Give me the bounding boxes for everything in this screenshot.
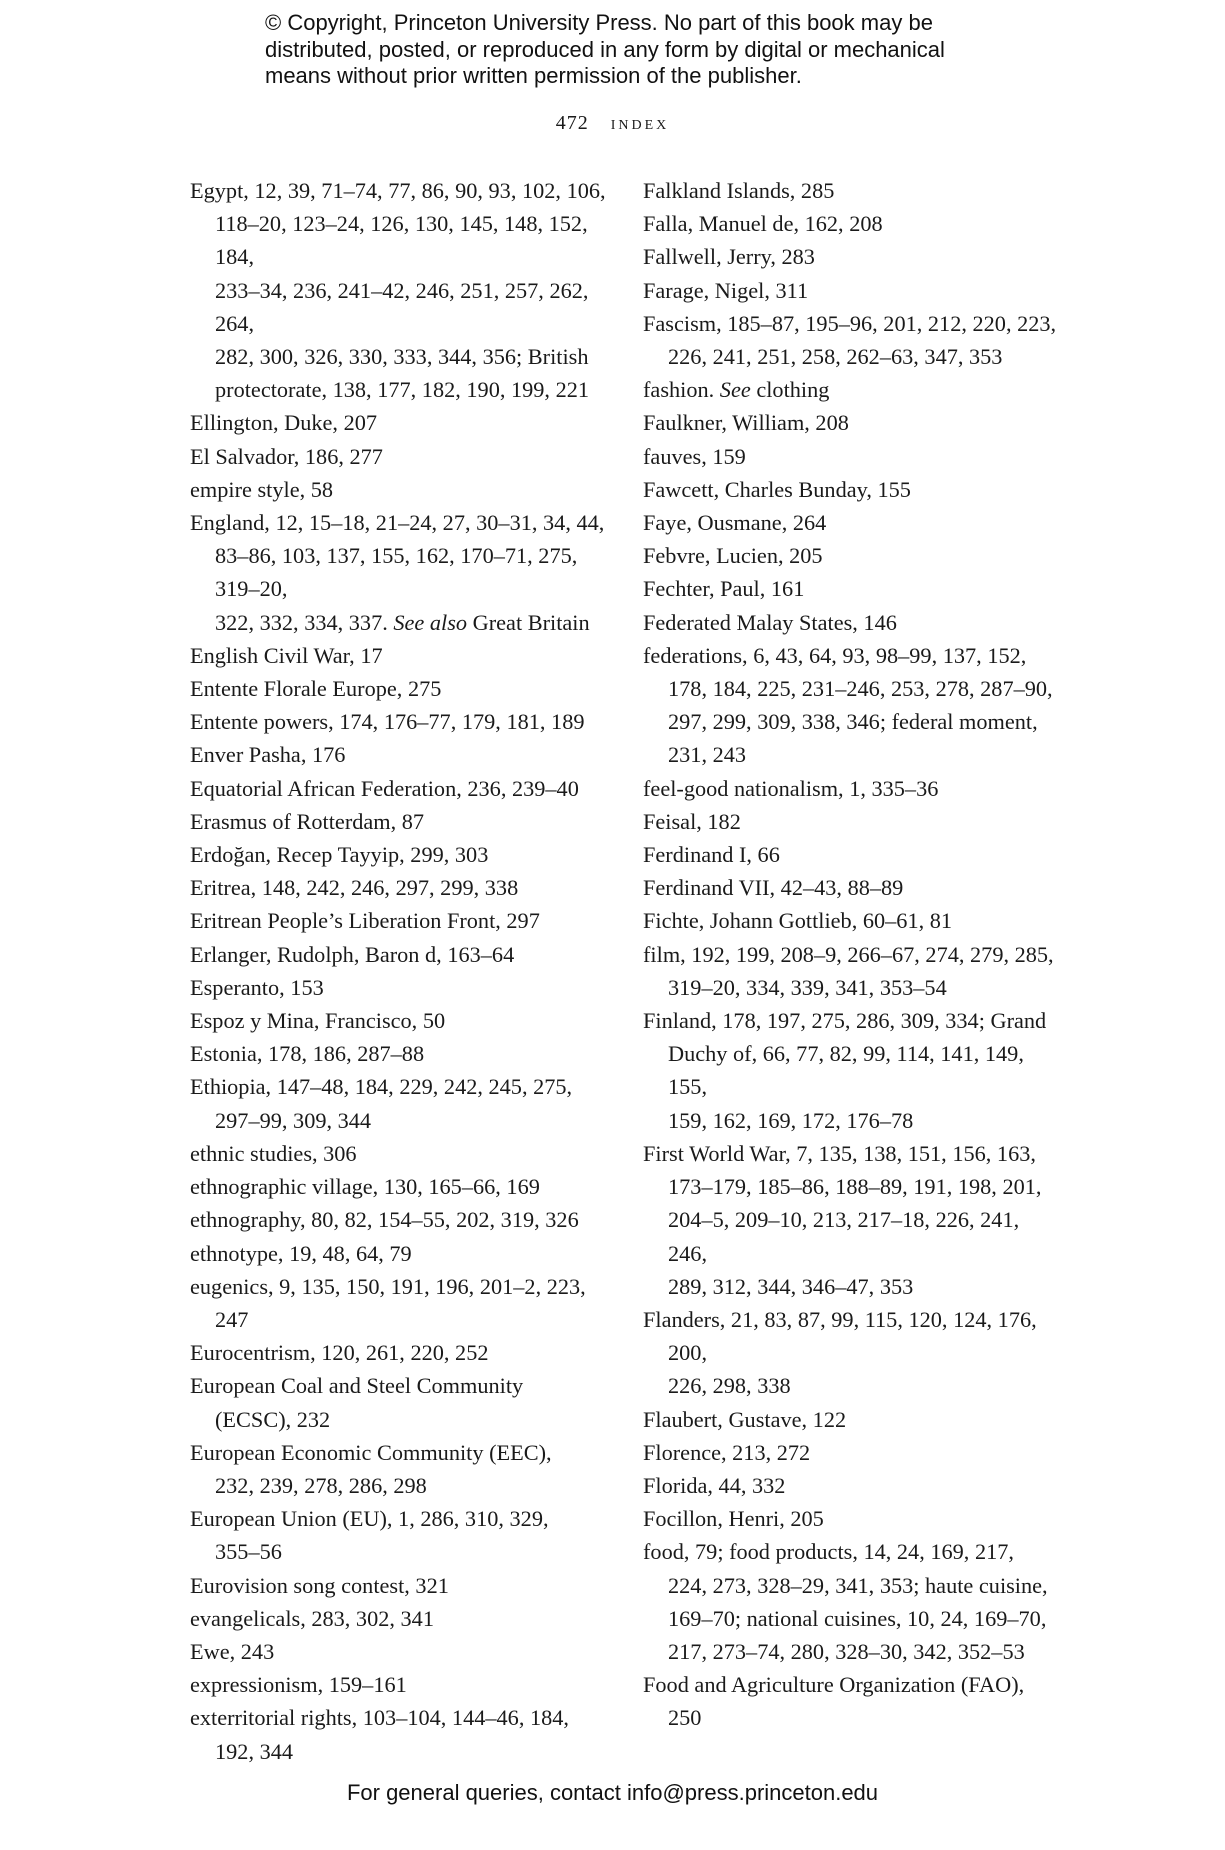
index-entry-text: Fawcett, Charles Bunday, 155 (643, 476, 911, 502)
index-entry (190, 971, 610, 1004)
index-entry (190, 672, 610, 705)
index-entry-text: Flaubert, Gustave, 122 (643, 1406, 847, 1432)
index-entry-text: Ferdinand I, 66 (643, 842, 780, 868)
index-entry-text: feel-good nationalism, 1, 335–36 (643, 775, 939, 801)
index-entry-text: England, 12, 15–18, 21–24, 27, 30–31, 34, 44, 83–86, 103, 137, 155, 162, 170–71, 275, 319–20, 322, 332, 334, 337. (190, 510, 605, 635)
index-entry (190, 805, 610, 838)
index-entry-text: exterritorial rights, 103–104, 144–46, 184, 192, 344 (190, 1705, 569, 1764)
index-entry-text: film, 192, 199, 208–9, 266–67, 274, 279, 285, 319–20, 334, 339, 341, 353–54 (643, 941, 1054, 1000)
index-entry (643, 1668, 1058, 1734)
index-entry-text: Food and Agriculture Organization (FAO), 250 (643, 1672, 1025, 1731)
index-entry (190, 938, 610, 971)
index-entry-text: Farage, Nigel, 311 (643, 277, 809, 303)
index-entry-text: El Salvador, 186, 277 (190, 443, 383, 469)
index-entry (190, 1137, 610, 1170)
index-entry-text: Florida, 44, 332 (643, 1472, 786, 1498)
index-entry (643, 307, 1058, 373)
index-entry (190, 1237, 610, 1270)
index-entry-text: English Civil War, 17 (190, 642, 383, 668)
index-column-left (190, 174, 610, 1768)
index-entry (190, 1336, 610, 1369)
index-entry (643, 1535, 1058, 1668)
cross-reference-label: See (719, 377, 751, 403)
index-entry-text: Feisal, 182 (643, 808, 741, 834)
index-entry (643, 473, 1058, 506)
section-title: index (610, 112, 670, 134)
index-entry (190, 639, 610, 672)
index-column-right (643, 174, 1058, 1735)
index-entry-text: eugenics, 9, 135, 150, 191, 196, 201–2, 223, 247 (190, 1273, 586, 1332)
index-entry (190, 406, 610, 439)
index-entry-text: Entente Florale Europe, 275 (190, 676, 442, 702)
index-entry (643, 1004, 1058, 1137)
index-entry (190, 705, 610, 738)
cross-reference-label: See also (393, 609, 468, 635)
index-entry (190, 1203, 610, 1236)
index-entry-text: Ethiopia, 147–48, 184, 229, 242, 245, 275, 297–99, 309, 344 (190, 1074, 573, 1133)
index-entry-text: Falla, Manuel de, 162, 208 (643, 211, 883, 237)
index-entry-text: Finland, 178, 197, 275, 286, 309, 334; Grand Duchy of, 66, 77, 82, 99, 114, 141, 149, 155, 159, 162, 169, 172, 176–78 (643, 1008, 1047, 1133)
index-entry (643, 805, 1058, 838)
index-entry-text: Federated Malay States, 146 (643, 609, 897, 635)
index-entry (190, 1369, 610, 1435)
index-entry (643, 240, 1058, 273)
index-entry-text: Ellington, Duke, 207 (190, 410, 378, 436)
index-entry (643, 904, 1058, 937)
index-entry-text: ethnotype, 19, 48, 64, 79 (190, 1240, 412, 1266)
page-number: 472 (555, 112, 589, 134)
index-entry (190, 1070, 610, 1136)
index-entry (190, 1436, 610, 1502)
index-entry (190, 440, 610, 473)
index-entry-text: Entente powers, 174, 176–77, 179, 181, 189 (190, 709, 585, 735)
index-entry (643, 1502, 1058, 1535)
index-entry-text: Fallwell, Jerry, 283 (643, 244, 815, 270)
index-entry-text: Eurovision song contest, 321 (190, 1572, 449, 1598)
index-entry-text: Eurocentrism, 120, 261, 220, 252 (190, 1340, 489, 1366)
index-entry-text: Erdoğan, Recep Tayyip, 299, 303 (190, 842, 489, 868)
index-entry-text: Faulkner, William, 208 (643, 410, 849, 436)
index-entry (190, 1037, 610, 1070)
cross-reference-target: Great Britain (467, 609, 590, 635)
index-entry (643, 1403, 1058, 1436)
index-entry-text: expressionism, 159–161 (190, 1672, 407, 1698)
index-entry-text: empire style, 58 (190, 476, 334, 502)
index-entry (643, 539, 1058, 572)
index-entry (190, 1668, 610, 1701)
index-entry (190, 738, 610, 771)
index-entry (190, 1270, 610, 1336)
index-entry-text: food, 79; food products, 14, 24, 169, 217, 224, 273, 328–29, 341, 353; haute cuisine, 169–70; national cuisines, 10, 24, 169–70, 217, 273–74, 280, 328–30, 342, 352–53 (643, 1539, 1048, 1664)
index-entry-text: fauves, 159 (643, 443, 746, 469)
index-entry-text: Florence, 213, 272 (643, 1439, 811, 1465)
index-entry-text: European Coal and Steel Community (ECSC), 232 (190, 1373, 524, 1432)
index-entry-text: Estonia, 178, 186, 287–88 (190, 1041, 425, 1067)
index-entry (190, 1004, 610, 1037)
index-entry-text: federations, 6, 43, 64, 93, 98–99, 137, 152, 178, 184, 225, 231–246, 253, 278, 287–90, 297, 299, 309, 338, 346; federal moment, 231, 243 (643, 642, 1053, 768)
index-entry (643, 274, 1058, 307)
index-entry (643, 871, 1058, 904)
index-entry (643, 207, 1058, 240)
index-entry (643, 606, 1058, 639)
index-entry (643, 506, 1058, 539)
index-entry-text: Equatorial African Federation, 236, 239–40 (190, 775, 579, 801)
index-entry-text: Espoz y Mina, Francisco, 50 (190, 1008, 446, 1034)
index-entry (190, 506, 610, 639)
index-entry-text: ethnography, 80, 82, 154–55, 202, 319, 326 (190, 1207, 579, 1233)
index-entry-text: Febvre, Lucien, 205 (643, 543, 823, 569)
index-entry (643, 938, 1058, 1004)
index-entry (190, 772, 610, 805)
index-entry-text: Flanders, 21, 83, 87, 99, 115, 120, 124, 176, 200, 226, 298, 338 (643, 1306, 1037, 1399)
index-entry (643, 1436, 1058, 1469)
index-entry (643, 174, 1058, 207)
index-entry (190, 904, 610, 937)
index-entry (190, 473, 610, 506)
index-entry-text: Focillon, Henri, 205 (643, 1506, 824, 1532)
index-entry (643, 1137, 1058, 1303)
footer-contact: For general queries, contact info@press.princeton.edu (346, 1780, 879, 1805)
running-head (0, 112, 1225, 135)
index-entry-text: Erasmus of Rotterdam, 87 (190, 808, 425, 834)
index-entry-text: Egypt, 12, 39, 71–74, 77, 86, 90, 93, 102, 106, 118–20, 123–24, 126, 130, 145, 148, 152, 184, 233–34, 236, 241–42, 246, 251, 257, 262, 264, 282, 300, 326, 330, 333, 344, 356; British protectorate, 138, 177, 182, 190, 199, 221 (190, 178, 606, 403)
index-entry-text: ethnic studies, 306 (190, 1140, 357, 1166)
index-entry (643, 1469, 1058, 1502)
index-entry-text: Esperanto, 153 (190, 974, 324, 1000)
index-entry (190, 1701, 610, 1767)
index-entry-text: European Union (EU), 1, 286, 310, 329, 355–56 (190, 1506, 549, 1565)
index-entry (643, 572, 1058, 605)
cross-reference-target: clothing (750, 377, 830, 403)
index-entry (643, 373, 1058, 406)
index-entry-text: Eritrea, 148, 242, 246, 297, 299, 338 (190, 875, 519, 901)
index-entry-text: First World War, 7, 135, 138, 151, 156, 163, 173–179, 185–86, 188–89, 191, 198, 201, 204–5, 209–10, 213, 217–18, 226, 241, 246, 289, 312, 344, 346–47, 353 (643, 1140, 1042, 1299)
index-entry (643, 406, 1058, 439)
index-entry-text: Ewe, 243 (190, 1638, 275, 1664)
index-entry-text: Erlanger, Rudolph, Baron d, 163–64 (190, 941, 515, 967)
index-entry (643, 440, 1058, 473)
index-entry (643, 838, 1058, 871)
index-entry-text: Ferdinand VII, 42–43, 88–89 (643, 875, 904, 901)
index-entry (190, 838, 610, 871)
index-entry-text: Faye, Ousmane, 264 (643, 510, 827, 536)
index-entry-text: Enver Pasha, 176 (190, 742, 346, 768)
index-entry-text: Eritrean People’s Liberation Front, 297 (190, 908, 540, 934)
index-entry (190, 1602, 610, 1635)
index-entry-text: Fechter, Paul, 161 (643, 576, 805, 602)
index-entry (643, 1303, 1058, 1403)
index-entry-text: fashion. (643, 377, 720, 403)
index-entry (190, 1635, 610, 1668)
index-entry-text: Fascism, 185–87, 195–96, 201, 212, 220, 223, 226, 241, 251, 258, 262–63, 347, 353 (643, 310, 1057, 370)
index-entry (190, 1569, 610, 1602)
index-entry-text: European Economic Community (EEC), 232, 239, 278, 286, 298 (190, 1439, 552, 1498)
copyright-notice: © Copyright, Princeton University Press. No part of this book may be distributed, posted, or reproduced in any form by digital or mechanical means without prior written permission of the publisher. (265, 10, 945, 88)
index-entry-text: ethnographic village, 130, 165–66, 169 (190, 1174, 540, 1200)
index-entry (643, 772, 1058, 805)
index-entry-text: Falkland Islands, 285 (643, 178, 835, 203)
index-entry (643, 639, 1058, 772)
index-entry (190, 1502, 610, 1568)
index-entry (190, 871, 610, 904)
index-entry-text: evangelicals, 283, 302, 341 (190, 1605, 434, 1631)
index-entry-text: Fichte, Johann Gottlieb, 60–61, 81 (643, 908, 953, 934)
index-entry (190, 174, 610, 406)
index-entry (190, 1170, 610, 1203)
